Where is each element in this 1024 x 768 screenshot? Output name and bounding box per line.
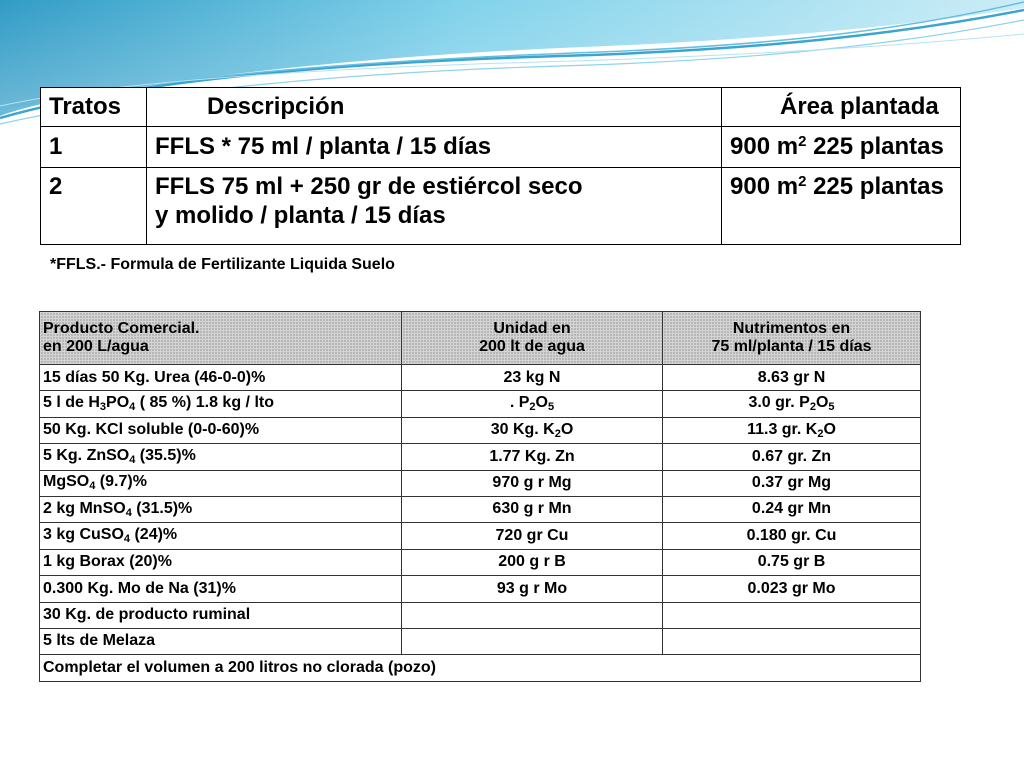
area-plantada: [722, 127, 961, 168]
producto-cell: [40, 496, 402, 522]
trato-descripcion: FFLS * 75 ml / planta / 15 días: [147, 127, 722, 168]
footnote: *FFLS.- Formula de Fertilizante Liquida Suelo: [50, 256, 395, 273]
text-part: 3 kg CuSO: [43, 526, 124, 544]
table-row: [40, 523, 921, 549]
text-part: (24)%: [130, 526, 178, 544]
table-header-row: [40, 312, 921, 365]
unidad-cell: 720 gr Cu: [402, 523, 663, 549]
subscript: 5: [828, 401, 835, 414]
subscript: 4: [89, 480, 96, 493]
header-unidad: [402, 312, 663, 365]
producto-cell: 5 lts de Melaza: [40, 628, 402, 654]
text-part: O: [823, 420, 836, 438]
subscript: 4: [125, 506, 132, 519]
unidad-cell: 93 g r Mo: [402, 576, 663, 602]
unidad-cell: [402, 628, 663, 654]
table-row: [40, 576, 921, 602]
header-descripcion: Descripción: [147, 88, 722, 127]
nutrimento-cell: 0.75 gr B: [663, 549, 921, 575]
tratos-table: [40, 87, 961, 245]
table-row: [40, 549, 921, 575]
nutrimento-cell: [663, 602, 921, 628]
subscript: 3: [99, 401, 107, 414]
table-row: [40, 470, 921, 496]
area-exponent: 2: [798, 173, 807, 190]
descripcion-line: y molido / planta / 15 días: [155, 201, 446, 229]
table-row: [40, 417, 921, 443]
header-line: Producto Comercial.: [43, 319, 200, 337]
text-part: O: [560, 420, 574, 438]
text-part: O: [535, 394, 548, 412]
text-part: 2 kg MnSO: [43, 499, 126, 517]
text-part: 5 Kg. ZnSO: [43, 447, 130, 465]
text-part: (35.5)%: [135, 447, 196, 465]
subscript: 2: [809, 401, 816, 414]
header-nutrimentos: [663, 312, 921, 365]
producto-cell: [40, 444, 402, 470]
producto-cell: [40, 523, 402, 549]
table-row: [40, 628, 921, 654]
area-plantada: [722, 168, 961, 245]
text-part: O: [815, 394, 829, 412]
nutrimento-cell: 0.180 gr. Cu: [663, 523, 921, 549]
subscript: 5: [548, 401, 555, 414]
producto-cell: 50 Kg. KCl soluble (0-0-60)%: [40, 417, 402, 443]
table-row: [40, 444, 921, 470]
producto-cell: [40, 470, 402, 496]
subscript: 2: [554, 427, 561, 440]
subscript: 2: [817, 427, 824, 440]
producto-cell: 15 días 50 Kg. Urea (46-0-0)%: [40, 365, 402, 391]
unidad-cell: 1.77 Kg. Zn: [402, 444, 663, 470]
subscript: 2: [529, 401, 536, 414]
text-part: 11.3 gr. K: [747, 420, 818, 438]
table-row: [40, 391, 921, 417]
header-line: 75 ml/planta / 15 días: [711, 338, 872, 355]
unidad-cell: 630 g r Mn: [402, 496, 663, 522]
plant-count: 225 plantas: [806, 132, 944, 160]
area-value: 900 m: [730, 173, 799, 200]
table-row: [40, 496, 921, 522]
text-part: (31.5)%: [131, 499, 193, 517]
trato-number: 2: [41, 168, 147, 245]
text-part: ( 85 %) 1.8 kg / lto: [135, 394, 274, 412]
unidad-cell: 200 g r B: [402, 549, 663, 575]
header-line: 200 lt de agua: [479, 338, 585, 355]
plant-count: 225 plantas: [806, 173, 944, 200]
nutrimento-cell: [663, 391, 921, 417]
text-part: (9.7)%: [95, 473, 147, 491]
producto-cell: [40, 391, 402, 417]
subscript: 4: [123, 533, 131, 546]
area-exponent: 2: [798, 132, 807, 150]
area-value: 900 m: [730, 132, 799, 160]
nutrimento-cell: [663, 628, 921, 654]
text-part: PO: [106, 394, 130, 412]
nutrimento-cell: 0.37 gr Mg: [663, 470, 921, 496]
subscript: 4: [129, 401, 136, 414]
header-line: Unidad en: [493, 319, 571, 337]
nutrimento-cell: 0.24 gr Mn: [663, 496, 921, 522]
subscript: 4: [129, 454, 136, 467]
header-line: en 200 L/agua: [43, 338, 149, 355]
footer-note: Completar el volumen a 200 litros no clorada (pozo): [40, 655, 921, 681]
unidad-cell: [402, 417, 663, 443]
nutrimento-cell: [663, 417, 921, 443]
descripcion-line: FFLS 75 ml + 250 gr de estiércol seco: [155, 173, 583, 200]
table-row: [40, 365, 921, 391]
header-area-plantada: Área plantada: [722, 88, 961, 127]
unidad-cell: 23 kg N: [402, 365, 663, 391]
header-tratos: Tratos: [41, 88, 147, 127]
unidad-cell: 970 g r Mg: [402, 470, 663, 496]
nutrimento-cell: 8.63 gr N: [663, 365, 921, 391]
table-header-row: [41, 88, 961, 127]
text-part: 3.0 gr. P: [748, 394, 810, 412]
producto-comercial-table: [39, 311, 921, 682]
table-row: [41, 168, 961, 245]
trato-descripcion: [147, 168, 722, 245]
nutrimento-cell: 0.023 gr Mo: [663, 576, 921, 602]
text-part: 5 l de H: [43, 394, 100, 412]
unidad-cell: [402, 391, 663, 417]
unidad-cell: [402, 602, 663, 628]
producto-cell: 0.300 Kg. Mo de Na (31)%: [40, 576, 402, 602]
trato-number: 1: [41, 127, 147, 168]
text-part: . P: [509, 394, 530, 412]
table-row: [40, 602, 921, 628]
header-producto: [40, 312, 402, 365]
table-row: [41, 127, 961, 168]
producto-cell: 1 kg Borax (20)%: [40, 549, 402, 575]
nutrimento-cell: 0.67 gr. Zn: [663, 444, 921, 470]
producto-cell: 30 Kg. de producto ruminal: [40, 602, 402, 628]
text-part: 30 Kg. K: [490, 420, 555, 438]
header-line: Nutrimentos en: [732, 319, 851, 337]
table-footer-row: [40, 655, 921, 681]
text-part: MgSO: [43, 473, 90, 491]
